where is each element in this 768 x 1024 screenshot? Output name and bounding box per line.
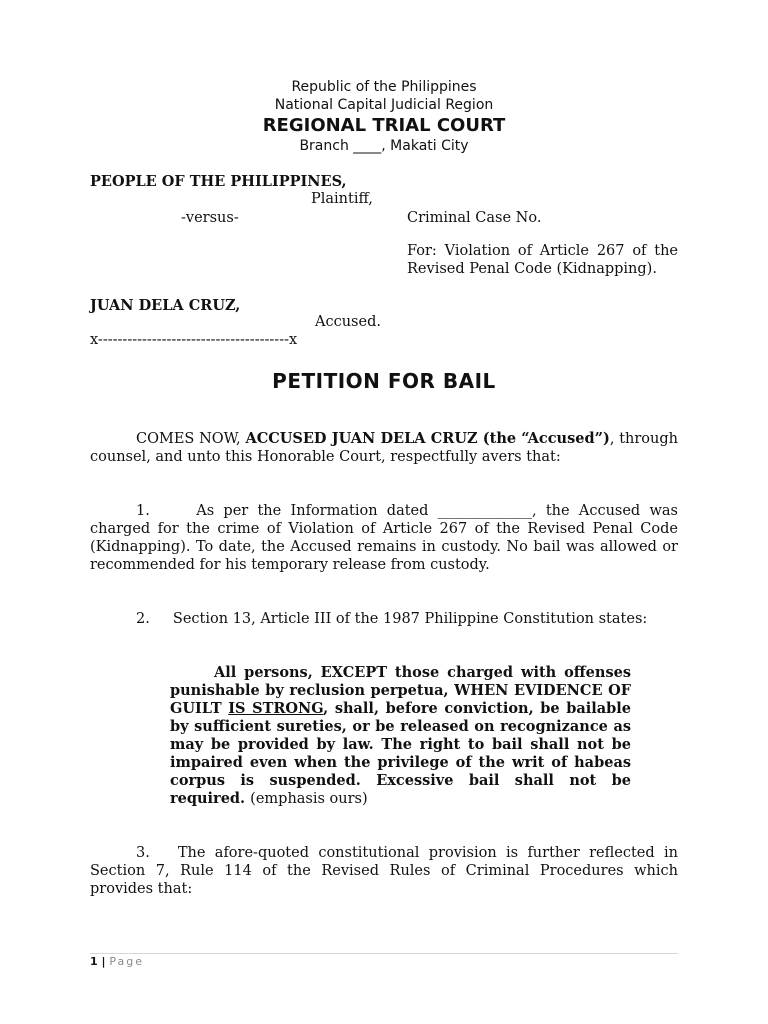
plaintiff-role: Plaintiff, — [311, 191, 373, 207]
versus-label: -versus- — [181, 210, 239, 226]
page-footer — [90, 955, 144, 968]
region-line: National Capital Judicial Region — [274, 97, 494, 113]
accused-role: Accused. — [315, 314, 381, 330]
paragraph-2: 2. Section 13, Article III of the 1987 Philippine Constitution states: — [136, 611, 648, 627]
footer-separator: | — [97, 955, 110, 968]
paragraph-3: 3. The afore-quoted constitutional provision is further reflected in Section 7, Rule 114 of the Revised Rules of Criminal Procedures which provides that: — [90, 845, 678, 897]
court-name: REGIONAL TRIAL COURT — [262, 115, 506, 136]
emphasis-note: (emphasis ours) — [250, 791, 368, 807]
intro-paragraph — [90, 430, 678, 466]
paragraph-1: 1. As per the Information dated _____________, the Accused was charged for the crime of Violation of Article 267 of the Revised Penal Code (Kidnapping). To date, the Accused remains in custody. No bail was allowed or recommended for his temporary release from custody. — [90, 503, 678, 573]
constitution-quote — [170, 664, 631, 808]
footer-divider — [90, 953, 678, 954]
page-number: 1 — [90, 955, 98, 968]
intro-lead: COMES NOW, — [136, 431, 246, 447]
intro-rest: , through counsel, and unto this Honorable Court, respectfully avers that: — [90, 431, 678, 465]
document-title: PETITION FOR BAIL — [272, 369, 496, 393]
intro-party: ACCUSED JUAN DELA CRUZ (the “Accused”) — [245, 430, 610, 447]
quote-part-2: , shall, before conviction, be bailable by sufficient sureties, or be released on recognizance as may be provided by law. The right to bail shall not be impaired even when the privilege of the writ of habeas corpus is suspended. Excessive bail shall not be required. — [170, 700, 632, 807]
page-label: Page — [109, 955, 144, 968]
branch-line: Branch ____, Makati City — [299, 138, 469, 154]
republic-line: Republic of the Philippines — [291, 79, 477, 95]
quote-underlined: IS STRONG — [228, 700, 324, 717]
caption-separator: x---------------------------------------x — [90, 332, 298, 348]
accused-name: JUAN DELA CRUZ, — [90, 297, 241, 314]
case-description: For: Violation of Article 267 of the Revised Penal Code (Kidnapping). — [407, 243, 678, 277]
case-number: Criminal Case No. — [407, 210, 542, 226]
quote-part-1: All persons, EXCEPT those charged with offenses punishable by reclusion perpetua, WHEN EVIDENCE OF GUILT — [170, 664, 631, 717]
plaintiff-name: PEOPLE OF THE PHILIPPINES, — [90, 173, 347, 190]
